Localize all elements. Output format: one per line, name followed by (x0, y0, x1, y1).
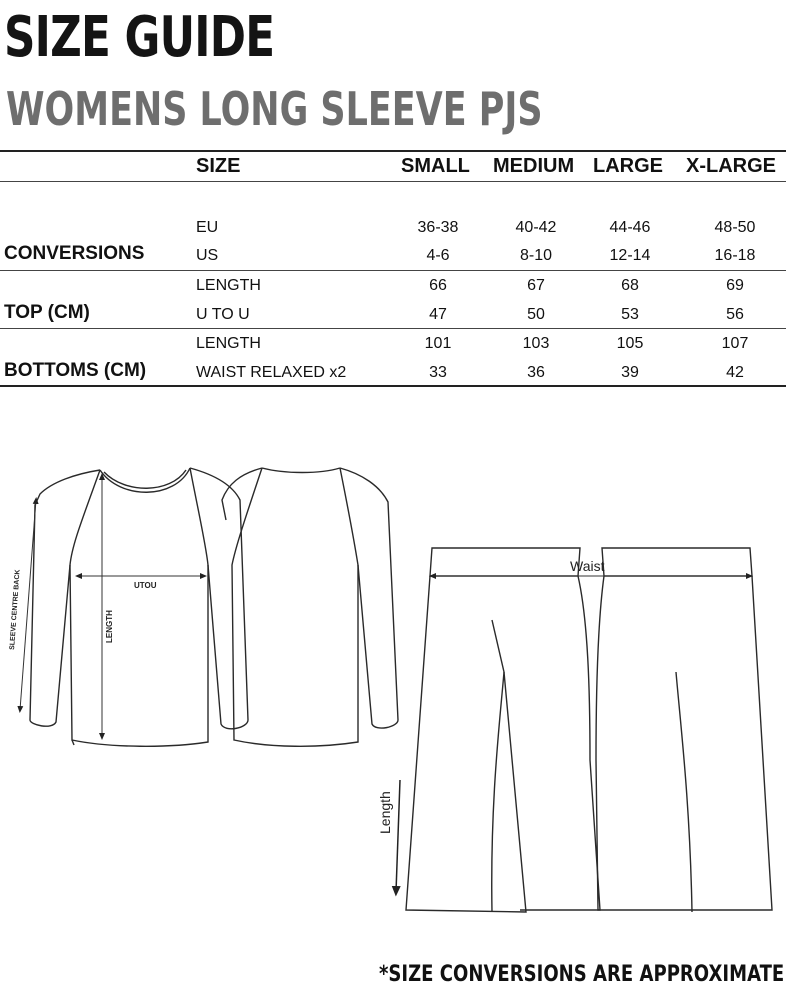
table-cell: 67 (527, 277, 545, 294)
table-cell: 103 (522, 335, 550, 352)
table-cell: 4-6 (426, 247, 450, 264)
row-label-u-to-u: U TO U (196, 306, 250, 323)
table-cell: 12-14 (609, 247, 651, 264)
waist-label: Waist (570, 558, 605, 574)
sleeve-centre-back-label: SLEEVE CENTRE BACK (9, 569, 22, 651)
row-label-waist: WAIST RELAXED x2 (196, 364, 347, 381)
row-label-eu: EU (196, 219, 219, 236)
top-back-drawing (222, 468, 398, 746)
row-label-top-length: LENGTH (196, 277, 261, 294)
utou-label: UTOU (134, 581, 157, 590)
table-cell: 36 (527, 364, 545, 381)
top-measurements (20, 476, 204, 737)
size-header-small: SMALL (401, 155, 470, 177)
table-cell: 44-46 (609, 219, 651, 236)
table-cell: 50 (527, 306, 545, 323)
pants-length-label: Length (377, 791, 393, 834)
size-header-large: LARGE (593, 155, 663, 177)
page-title: SIZE GUIDE (4, 5, 275, 70)
size-column-header: SIZE (196, 155, 241, 177)
table-cell: 36-38 (417, 219, 459, 236)
table-cell: 68 (621, 277, 639, 294)
group-label-top: TOP (CM) (4, 302, 90, 323)
row-label-us: US (196, 247, 219, 264)
size-header-medium: MEDIUM (493, 155, 575, 177)
table-cell: 101 (424, 335, 452, 352)
table-cell: 53 (621, 306, 639, 323)
table-cell: 8-10 (519, 247, 553, 264)
top-front-drawing (30, 468, 248, 746)
top-length-label: LENGTH (105, 610, 114, 643)
pants-drawing (406, 548, 772, 912)
row-label-bottoms-length: LENGTH (196, 335, 261, 352)
table-cell: 56 (726, 306, 744, 323)
page-subtitle: WOMENS LONG SLEEVE PJS (6, 82, 543, 136)
table-cell: 48-50 (714, 219, 756, 236)
table-cell: 66 (429, 277, 447, 294)
table-cell: 39 (621, 364, 639, 381)
sleeve-measure-line (20, 500, 36, 710)
table-cell: 69 (726, 277, 744, 294)
table-cell: 47 (429, 306, 447, 323)
group-label-conversions: CONVERSIONS (4, 243, 145, 264)
table-cell: 40-42 (515, 219, 557, 236)
table-cell: 107 (721, 335, 749, 352)
footnote: *SIZE CONVERSIONS ARE APPROXIMATE (378, 962, 784, 987)
group-label-bottoms: BOTTOMS (CM) (4, 360, 147, 381)
pants-length-measure-line (396, 780, 400, 892)
size-header-x-large: X-LARGE (686, 155, 776, 177)
table-cell: 16-18 (714, 247, 756, 264)
table-cell: 105 (616, 335, 644, 352)
table-cell: 42 (726, 364, 744, 381)
table-cell: 33 (429, 364, 447, 381)
